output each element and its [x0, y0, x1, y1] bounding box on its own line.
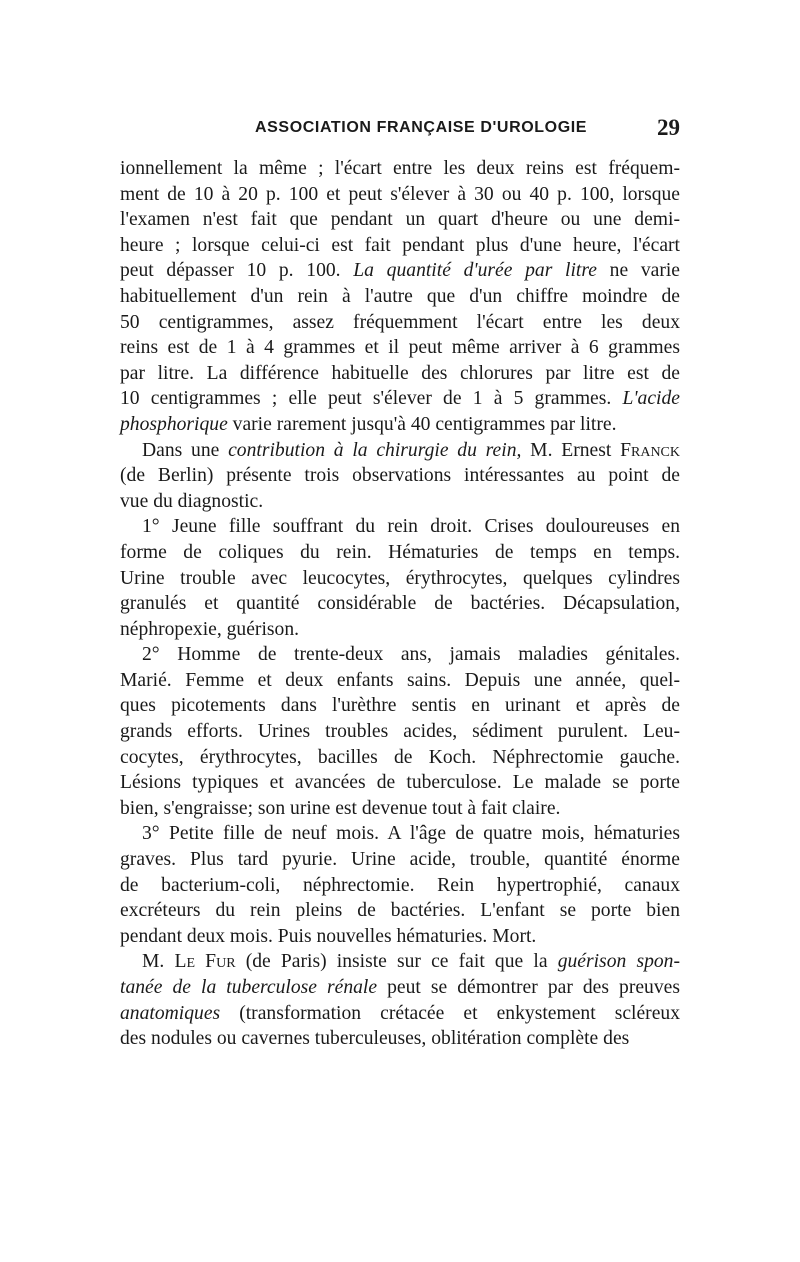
text-run: Dans une: [142, 439, 229, 461]
text-line: [120, 258, 680, 284]
text-run: peut dépasser 10 p. 100.: [120, 260, 354, 282]
text-line: [120, 1026, 680, 1052]
text-run: cocytes, érythrocytes, bacilles de Koch. Néphrectomie gauche.: [120, 746, 680, 768]
text-run: 1° Jeune fille souffrant du rein droit. Crises douloureuses en: [142, 516, 680, 538]
italic-run: La quantité d'urée par litre: [353, 260, 597, 282]
text-run: des nodules ou cavernes tuberculeuses, oblitération complète des: [120, 1028, 630, 1050]
italic-run: tanée de la tuberculose rénale: [120, 977, 378, 998]
text-line: [120, 873, 680, 899]
text-run: néphropexie, guérison.: [120, 618, 300, 640]
text-run: de bacterium-coli, néphrectomie. Rein hypertrophié, canaux: [120, 874, 680, 896]
text-line: [120, 949, 680, 975]
text-line: [120, 207, 680, 233]
text-run: M. Ernest: [521, 439, 621, 461]
text-line: [120, 361, 680, 387]
text-run: l'examen n'est fait que pendant un quart d'heure ou une demi-: [120, 209, 680, 231]
text-run: ne varie: [596, 260, 681, 282]
text-run: vue du diagnostic.: [120, 490, 264, 512]
text-run: ques picotements dans l'urèthre sentis en urinant et après de: [120, 695, 680, 717]
text-run: 2° Homme de trente-deux ans, jamais maladies génitales.: [142, 644, 680, 666]
text-line: [120, 975, 680, 1001]
text-line: [120, 386, 680, 412]
text-run: bien, s'engraisse; son urine est devenue tout à fait claire.: [120, 797, 561, 819]
text-line: [120, 514, 680, 540]
text-line: [120, 412, 680, 438]
text-run: 50 centigrammes, assez fréquemment l'écart entre les deux: [120, 311, 680, 333]
body-text: [120, 156, 680, 1052]
text-line: [120, 540, 680, 566]
text-run: grands efforts. Urines troubles acides, sédiment purulent. Leu-: [120, 721, 680, 743]
text-run: graves. Plus tard pyurie. Urine acide, trouble, quantité énorme: [120, 849, 680, 871]
text-line: [120, 335, 680, 361]
text-run: (de Berlin) présente trois observations intéressantes au point de: [120, 465, 680, 487]
text-run: peut se démontrer par des preuves: [377, 977, 680, 998]
text-run: Marié. Femme et deux enfants sains. Depuis une année, quel-: [120, 669, 680, 691]
text-line: [120, 463, 680, 489]
text-run: ionnellement la même ; l'écart entre les deux reins est fréquem-: [120, 158, 680, 179]
text-run: habituellement d'un rein à l'autre que d'un chiffre moindre de: [120, 285, 680, 307]
text-run: ment de 10 à 20 p. 100 et peut s'élever à 30 ou 40 p. 100, lorsque: [120, 183, 680, 205]
text-run: Lésions typiques et avancées de tuberculose. Le malade se porte: [120, 772, 680, 794]
text-line: [120, 719, 680, 745]
text-line: [120, 796, 680, 822]
text-run: heure ; lorsque celui-ci est fait pendant plus d'une heure, l'écart: [120, 234, 680, 256]
text-run: excréteurs du rein pleins de bactéries. L'enfant se porte bien: [120, 900, 680, 922]
text-run: 3° Petite fille de neuf mois. A l'âge de quatre mois, hématuries: [142, 823, 680, 845]
page-header: [120, 115, 680, 145]
text-line: [120, 898, 680, 924]
text-line: [120, 821, 680, 847]
text-line: [120, 156, 680, 182]
small-caps-run: Le Fur: [174, 951, 236, 973]
italic-run: contribution à la chirurgie du rein,: [228, 439, 522, 461]
text-run: reins est de 1 à 4 grammes et il peut même arriver à 6 grammes: [120, 337, 680, 359]
page-number: 29: [657, 115, 680, 140]
text-line: [120, 745, 680, 771]
text-line: [120, 182, 680, 208]
text-line: [120, 566, 680, 592]
italic-run: L'acide: [622, 388, 680, 410]
text-line: [120, 1001, 680, 1027]
small-caps-run: Franck: [620, 439, 680, 461]
text-line: [120, 233, 680, 259]
text-line: [120, 668, 680, 694]
text-run: forme de coliques du rein. Hématuries de temps en temps.: [120, 541, 680, 563]
text-run: granulés et quantité considérable de bactéries. Décapsulation,: [120, 593, 680, 615]
text-line: [120, 617, 680, 643]
text-line: [120, 924, 680, 950]
italic-run: anatomiques: [120, 1002, 221, 1024]
running-title: ASSOCIATION FRANÇAISE D'UROLOGIE: [255, 119, 588, 136]
text-line: [120, 847, 680, 873]
text-run: varie rarement jusqu'à 40 centigrammes par litre.: [227, 413, 617, 435]
text-line: [120, 489, 680, 515]
text-run: M.: [142, 951, 175, 973]
text-line: [120, 438, 680, 464]
text-run: par litre. La différence habituelle des chlorures par litre est de: [120, 362, 680, 384]
text-line: [120, 591, 680, 617]
text-run: pendant deux mois. Puis nouvelles hématuries. Mort.: [120, 925, 537, 947]
text-run: (transformation crétacée et enkystement scléreux: [220, 1002, 680, 1024]
text-line: [120, 284, 680, 310]
text-line: [120, 770, 680, 796]
text-run: Urine trouble avec leucocytes, érythrocytes, quelques cylindres: [120, 567, 680, 589]
text-run: 10 centigrammes ; elle peut s'élever de 1 à 5 grammes.: [120, 388, 623, 410]
italic-run: guérison spon-: [557, 951, 680, 973]
text-line: [120, 310, 680, 336]
text-run: (de Paris) insiste sur ce fait que la: [235, 951, 558, 973]
text-line: [120, 642, 680, 668]
text-line: [120, 693, 680, 719]
italic-run: phosphorique: [120, 413, 228, 435]
